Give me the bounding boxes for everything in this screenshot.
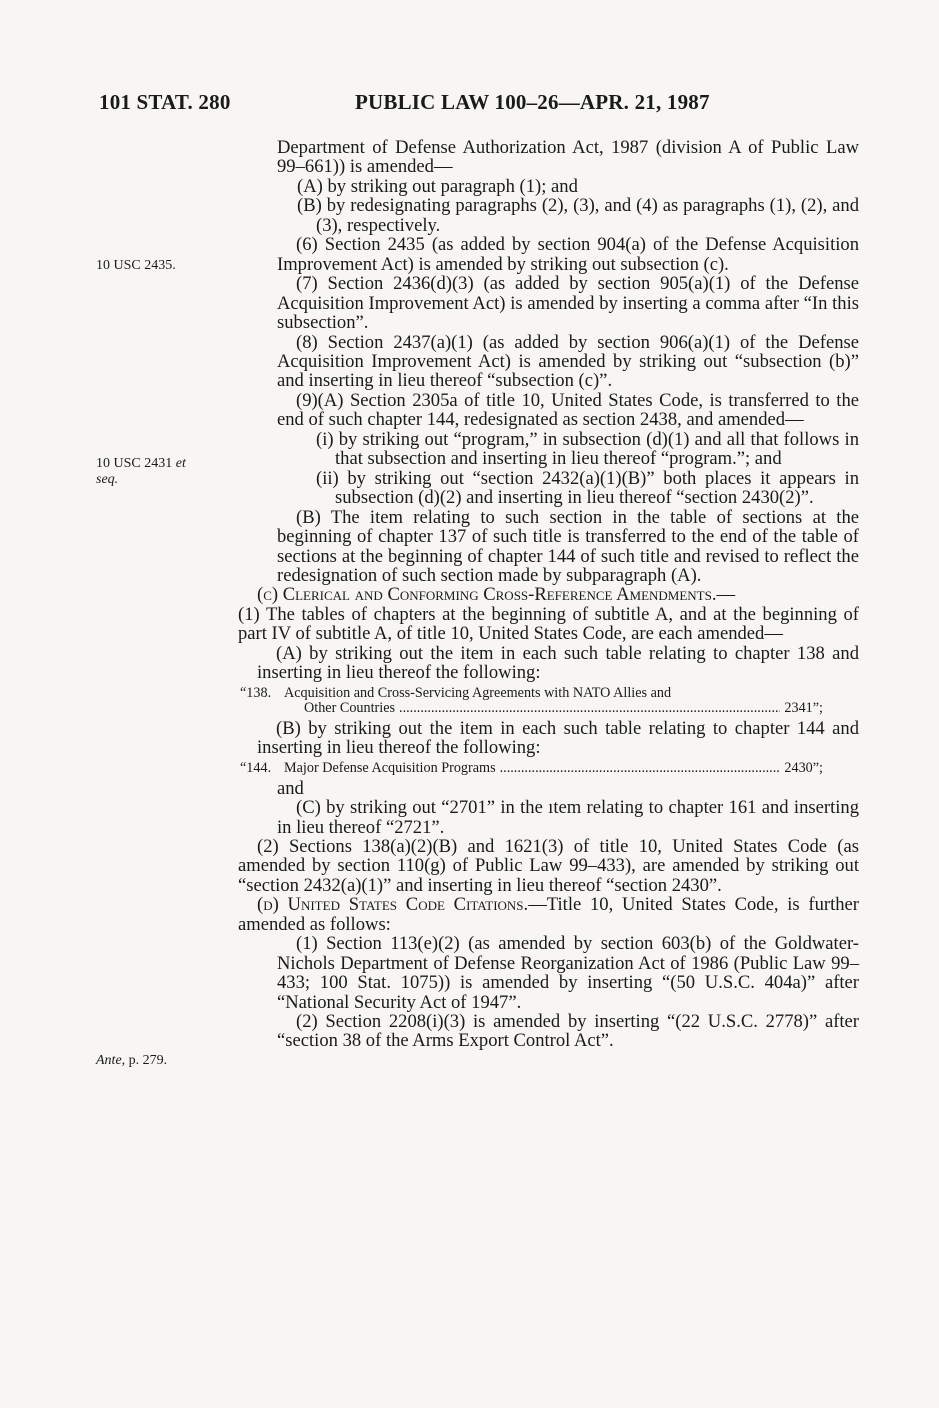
paragraph-text: —Title 10, United States Code, is further amended as follows: [238, 894, 859, 935]
margin-note-italic: et [175, 456, 186, 471]
paragraph [257, 719, 859, 758]
paragraph-text: (1) Section 113(e)(2) (as amended by section 603(b) of the Goldwater-Nichols Department of Defense Reorganization Act of 1986 (Public Law 99–433; 100 Stat. 1075)) is amended by inserting “(50 U.S.C. 404a)” after “National Security Act of 1947”. [277, 933, 859, 1013]
paragraph [257, 934, 859, 1012]
table-entry-section: 2341”; [784, 699, 823, 716]
margin-note-10-usc-2435: 10 USC 2435. [96, 258, 176, 273]
public-law-title: PUBLIC LAW 100–26—APR. 21, 1987 [355, 90, 710, 114]
table-entry-138 [240, 686, 823, 716]
table-entry-row [240, 701, 823, 716]
paragraph: (B) by redesignating paragraphs (2), (3), and (4) as paragraphs (1), (2), and (3), respectively. [297, 195, 859, 236]
paragraph-text: (B) by striking out the item in each such table relating to chapter 144 and inserting in lieu thereof the following: [257, 717, 859, 759]
margin-note-text: 10 USC 2431 [96, 456, 176, 471]
paragraph: (A) by striking out paragraph (1); and [297, 175, 578, 197]
paragraph [238, 895, 859, 934]
margin-note-ante [96, 1053, 167, 1069]
table-entry-row [240, 761, 823, 776]
margin-note-italic: seq. [96, 472, 119, 487]
paragraph: (2) Sections 138(a)(2)(B) and 1621(3) of title 10, United States Code (as amended by section 110(g) of Public Law 99–433), are amended by striking out “section 2432(a)(1)” and inserting in lieu thereof “section 2430”. [238, 835, 859, 896]
paragraph: (i) by striking out “program,” in subsection (d)(1) and all that follows in that subsection and inserting in lieu thereof “program.”; and [316, 428, 859, 470]
section-heading: (d) United States Code Citations. [257, 894, 529, 916]
paragraph [257, 644, 859, 683]
paragraph-text: (2) Section 2208(i)(3) is amended by inserting “(22 U.S.C. 2778)” after “section 38 of the Arms Export Control Act”. [277, 1011, 859, 1052]
margin-note-italic: Ante, [96, 1053, 126, 1068]
leader-dots [399, 701, 780, 716]
paragraph [257, 1012, 859, 1051]
paragraph: (1) The tables of chapters at the beginning of subtitle A, and at the beginning of part IV of subtitle A, of title 10, United States Code, are each amended— [238, 603, 859, 645]
paragraph: Department of Defense Authorization Act, 1987 (division A of Public Law 99–661)) is amended— [277, 137, 859, 178]
table-entry-section: 2430”; [784, 759, 823, 776]
paragraph: (9)(A) Section 2305a of title 10, United States Code, is transferred to the end of such chapter 144, redesignated as section 2438, and amended— [277, 389, 859, 431]
table-entry-title: Major Defense Acquisition Programs [284, 759, 496, 776]
paragraph [238, 585, 859, 604]
paragraph: and [277, 777, 304, 799]
table-entry-row [240, 686, 823, 701]
paragraph: (ii) by striking out “section 2432(a)(1)(B)” both places it appears in subsection (d)(2) and inserting in lieu thereof “section 2430(2)”. [316, 467, 859, 509]
paragraph: (7) Section 2436(d)(3) (as added by section 905(a)(1) of the Defense Acquisition Improvement Act) is amended by inserting a comma after “In this subsection”. [277, 273, 859, 334]
table-entry-number: “144. [240, 759, 272, 776]
statute-page-number: 101 STAT. 280 [99, 90, 231, 114]
paragraph-text: (A) by striking out the item in each such table relating to chapter 138 and inserting in lieu thereof the following: [257, 642, 859, 684]
section-heading: (c) Clerical and Conforming Cross-Reference Amendments.— [257, 584, 736, 606]
margin-note-10-usc-2431 [96, 456, 186, 488]
paragraph: (C) by striking out “2701” in the ıtem relating to chapter 161 and inserting in lieu thereof “2721”. [277, 797, 859, 838]
document-body [238, 137, 859, 1052]
page-header [99, 90, 859, 120]
paragraph: (B) The item relating to such section in the table of sections at the beginning of chapter 137 of such title is transferred to the end of the table of sections at the beginning of chapter 144 of such title and revised to reflect the redesignation of such section made by subparagraph (A). [277, 506, 859, 586]
table-entry-title-cont: Other Countries [304, 699, 396, 716]
table-entry-144 [240, 761, 823, 776]
table-entry-number: “138. [240, 684, 272, 701]
leader-dots [500, 761, 781, 776]
paragraph: (8) Section 2437(a)(1) (as added by section 906(a)(1) of the Defense Acquisition Improvement Act) is amended by striking out “subsection (b)” and inserting in lieu thereof “subsection (c)”. [277, 331, 859, 392]
margin-note-text: p. 279. [125, 1053, 168, 1068]
table-entry-title: Acquisition and Cross-Servicing Agreements with NATO Allies and [284, 684, 672, 701]
paragraph: (6) Section 2435 (as added by section 904(a) of the Defense Acquisition Improvement Act) is amended by striking out subsection (c). [277, 234, 859, 275]
